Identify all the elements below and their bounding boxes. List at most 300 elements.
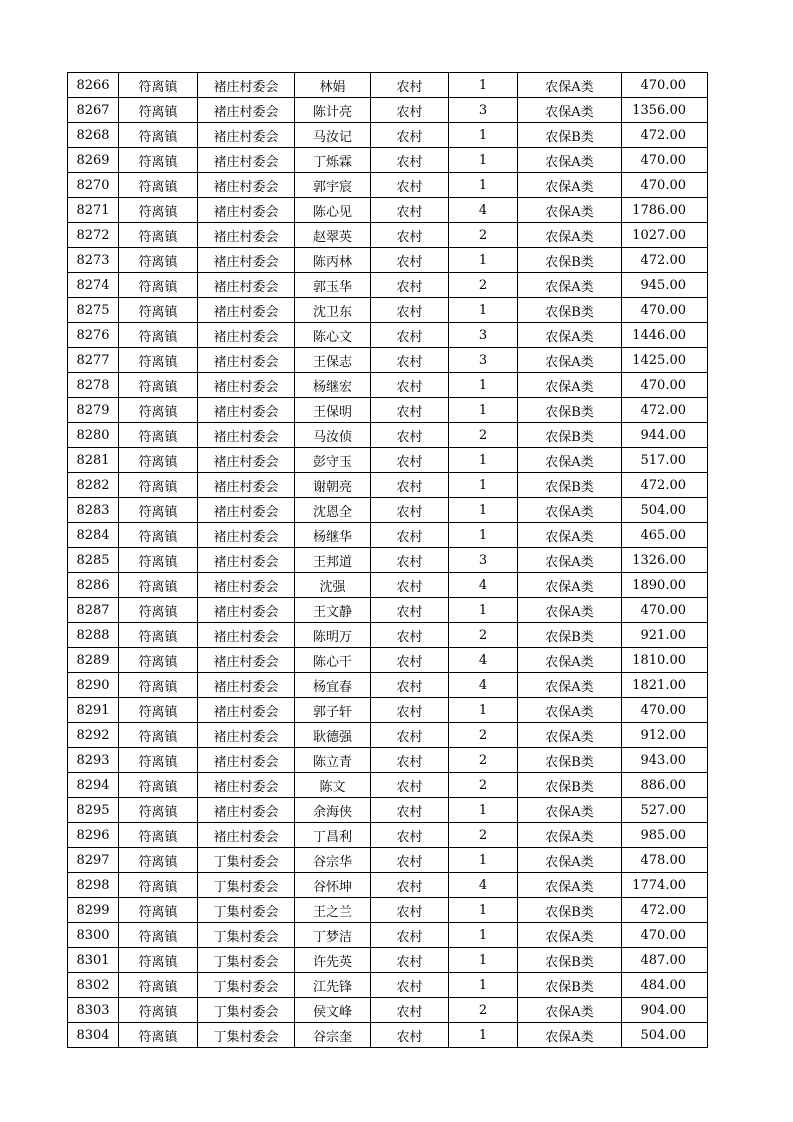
person-name-cell: 陈立青	[295, 748, 371, 773]
town-cell: 符离镇	[119, 198, 198, 223]
table-row	[68, 973, 708, 998]
residence-type-cell: 农村	[371, 198, 449, 223]
row-number-cell: 8301	[68, 948, 119, 973]
household-size-cell: 4	[449, 573, 518, 598]
residence-type-cell: 农村	[371, 423, 449, 448]
household-size-cell: 1	[449, 298, 518, 323]
household-size-cell: 1	[449, 448, 518, 473]
residence-type-cell: 农村	[371, 898, 449, 923]
town-cell: 符离镇	[119, 173, 198, 198]
amount-cell: 912.00	[622, 723, 708, 748]
residence-type-cell: 农村	[371, 948, 449, 973]
household-size-cell: 1	[449, 798, 518, 823]
amount-cell: 504.00	[622, 498, 708, 523]
table-row	[68, 323, 708, 348]
table-row	[68, 348, 708, 373]
person-name-cell: 耿德强	[295, 723, 371, 748]
town-cell: 符离镇	[119, 873, 198, 898]
row-number-cell: 8294	[68, 773, 119, 798]
person-name-cell: 王保志	[295, 348, 371, 373]
insurance-category-cell: 农保B类	[518, 423, 622, 448]
amount-cell: 472.00	[622, 473, 708, 498]
residence-type-cell: 农村	[371, 548, 449, 573]
town-cell: 符离镇	[119, 698, 198, 723]
household-size-cell: 3	[449, 548, 518, 573]
person-name-cell: 杨继华	[295, 523, 371, 548]
insurance-category-cell: 农保A类	[518, 498, 622, 523]
table-row	[68, 673, 708, 698]
residence-type-cell: 农村	[371, 98, 449, 123]
row-number-cell: 8291	[68, 698, 119, 723]
person-name-cell: 江先锋	[295, 973, 371, 998]
village-committee-cell: 褚庄村委会	[198, 698, 295, 723]
table-row	[68, 398, 708, 423]
row-number-cell: 8279	[68, 398, 119, 423]
person-name-cell: 赵翠英	[295, 223, 371, 248]
residence-type-cell: 农村	[371, 373, 449, 398]
amount-cell: 478.00	[622, 848, 708, 873]
town-cell: 符离镇	[119, 223, 198, 248]
table-row	[68, 573, 708, 598]
row-number-cell: 8299	[68, 898, 119, 923]
insurance-category-cell: 农保A类	[518, 823, 622, 848]
village-committee-cell: 褚庄村委会	[198, 123, 295, 148]
insurance-category-cell: 农保B类	[518, 473, 622, 498]
amount-cell: 1446.00	[622, 323, 708, 348]
amount-cell: 472.00	[622, 248, 708, 273]
residence-type-cell: 农村	[371, 573, 449, 598]
row-number-cell: 8285	[68, 548, 119, 573]
household-size-cell: 1	[449, 923, 518, 948]
amount-cell: 1774.00	[622, 873, 708, 898]
amount-cell: 470.00	[622, 373, 708, 398]
household-size-cell: 2	[449, 823, 518, 848]
household-size-cell: 2	[449, 998, 518, 1023]
town-cell: 符离镇	[119, 898, 198, 923]
person-name-cell: 陈心文	[295, 323, 371, 348]
town-cell: 符离镇	[119, 973, 198, 998]
table-row	[68, 773, 708, 798]
row-number-cell: 8275	[68, 298, 119, 323]
table-row	[68, 123, 708, 148]
row-number-cell: 8284	[68, 523, 119, 548]
village-committee-cell: 丁集村委会	[198, 998, 295, 1023]
residence-type-cell: 农村	[371, 523, 449, 548]
table-row	[68, 823, 708, 848]
person-name-cell: 丁烁霖	[295, 148, 371, 173]
residence-type-cell: 农村	[371, 498, 449, 523]
town-cell: 符离镇	[119, 273, 198, 298]
amount-cell: 1810.00	[622, 648, 708, 673]
person-name-cell: 丁昌利	[295, 823, 371, 848]
household-size-cell: 4	[449, 648, 518, 673]
insurance-category-cell: 农保A类	[518, 73, 622, 98]
residence-type-cell: 农村	[371, 923, 449, 948]
insurance-category-cell: 农保A类	[518, 798, 622, 823]
household-size-cell: 1	[449, 73, 518, 98]
household-size-cell: 2	[449, 773, 518, 798]
row-number-cell: 8281	[68, 448, 119, 473]
residence-type-cell: 农村	[371, 973, 449, 998]
village-committee-cell: 丁集村委会	[198, 948, 295, 973]
row-number-cell: 8286	[68, 573, 119, 598]
person-name-cell: 谷宗奎	[295, 1023, 371, 1048]
row-number-cell: 8266	[68, 73, 119, 98]
table-row	[68, 148, 708, 173]
residence-type-cell: 农村	[371, 398, 449, 423]
person-name-cell: 王保明	[295, 398, 371, 423]
household-size-cell: 1	[449, 398, 518, 423]
village-committee-cell: 褚庄村委会	[198, 398, 295, 423]
row-number-cell: 8302	[68, 973, 119, 998]
household-size-cell: 1	[449, 948, 518, 973]
person-name-cell: 林娟	[295, 73, 371, 98]
amount-cell: 465.00	[622, 523, 708, 548]
village-committee-cell: 褚庄村委会	[198, 248, 295, 273]
table-row	[68, 248, 708, 273]
table-row	[68, 923, 708, 948]
insurance-category-cell: 农保A类	[518, 348, 622, 373]
person-name-cell: 郭子轩	[295, 698, 371, 723]
insurance-category-cell: 农保A类	[518, 848, 622, 873]
table-row	[68, 998, 708, 1023]
amount-cell: 1890.00	[622, 573, 708, 598]
village-committee-cell: 褚庄村委会	[198, 373, 295, 398]
row-number-cell: 8272	[68, 223, 119, 248]
village-committee-cell: 褚庄村委会	[198, 148, 295, 173]
amount-cell: 470.00	[622, 598, 708, 623]
amount-cell: 904.00	[622, 998, 708, 1023]
residence-type-cell: 农村	[371, 298, 449, 323]
town-cell: 符离镇	[119, 623, 198, 648]
village-committee-cell: 褚庄村委会	[198, 673, 295, 698]
village-committee-cell: 丁集村委会	[198, 973, 295, 998]
household-size-cell: 2	[449, 623, 518, 648]
town-cell: 符离镇	[119, 673, 198, 698]
table-row	[68, 548, 708, 573]
insurance-category-cell: 农保A类	[518, 98, 622, 123]
person-name-cell: 沈恩全	[295, 498, 371, 523]
village-committee-cell: 褚庄村委会	[198, 448, 295, 473]
person-name-cell: 陈心见	[295, 198, 371, 223]
person-name-cell: 王文静	[295, 598, 371, 623]
insurance-category-cell: 农保A类	[518, 548, 622, 573]
village-committee-cell: 褚庄村委会	[198, 323, 295, 348]
residence-type-cell: 农村	[371, 1023, 449, 1048]
town-cell: 符离镇	[119, 573, 198, 598]
town-cell: 符离镇	[119, 998, 198, 1023]
row-number-cell: 8269	[68, 148, 119, 173]
village-committee-cell: 褚庄村委会	[198, 798, 295, 823]
amount-cell: 985.00	[622, 823, 708, 848]
village-committee-cell: 褚庄村委会	[198, 423, 295, 448]
household-size-cell: 1	[449, 498, 518, 523]
town-cell: 符离镇	[119, 948, 198, 973]
person-name-cell: 杨宜春	[295, 673, 371, 698]
row-number-cell: 8293	[68, 748, 119, 773]
village-committee-cell: 褚庄村委会	[198, 748, 295, 773]
row-number-cell: 8292	[68, 723, 119, 748]
residence-type-cell: 农村	[371, 723, 449, 748]
residence-type-cell: 农村	[371, 598, 449, 623]
row-number-cell: 8268	[68, 123, 119, 148]
residence-type-cell: 农村	[371, 273, 449, 298]
household-size-cell: 1	[449, 373, 518, 398]
person-name-cell: 彭守玉	[295, 448, 371, 473]
town-cell: 符离镇	[119, 298, 198, 323]
insurance-category-cell: 农保B类	[518, 948, 622, 973]
person-name-cell: 郭宇宸	[295, 173, 371, 198]
row-number-cell: 8298	[68, 873, 119, 898]
residence-type-cell: 农村	[371, 648, 449, 673]
residence-type-cell: 农村	[371, 448, 449, 473]
amount-cell: 470.00	[622, 73, 708, 98]
amount-cell: 945.00	[622, 273, 708, 298]
amount-cell: 472.00	[622, 398, 708, 423]
household-size-cell: 4	[449, 673, 518, 698]
residence-type-cell: 农村	[371, 123, 449, 148]
insurance-category-cell: 农保B类	[518, 248, 622, 273]
town-cell: 符离镇	[119, 73, 198, 98]
person-name-cell: 余海侠	[295, 798, 371, 823]
table-row	[68, 498, 708, 523]
insurance-category-cell: 农保B类	[518, 398, 622, 423]
household-size-cell: 1	[449, 148, 518, 173]
table-row	[68, 523, 708, 548]
insurance-category-cell: 农保A类	[518, 648, 622, 673]
insurance-category-cell: 农保A类	[518, 198, 622, 223]
amount-cell: 470.00	[622, 173, 708, 198]
town-cell: 符离镇	[119, 773, 198, 798]
household-size-cell: 1	[449, 1023, 518, 1048]
row-number-cell: 8300	[68, 923, 119, 948]
residence-type-cell: 农村	[371, 223, 449, 248]
residence-type-cell: 农村	[371, 173, 449, 198]
amount-cell: 504.00	[622, 1023, 708, 1048]
table-row	[68, 473, 708, 498]
insurance-category-cell: 农保A类	[518, 173, 622, 198]
village-committee-cell: 褚庄村委会	[198, 173, 295, 198]
household-size-cell: 2	[449, 748, 518, 773]
row-number-cell: 8273	[68, 248, 119, 273]
amount-cell: 527.00	[622, 798, 708, 823]
table-row	[68, 648, 708, 673]
residence-type-cell: 农村	[371, 248, 449, 273]
town-cell: 符离镇	[119, 398, 198, 423]
amount-cell: 470.00	[622, 148, 708, 173]
town-cell: 符离镇	[119, 448, 198, 473]
village-committee-cell: 褚庄村委会	[198, 773, 295, 798]
town-cell: 符离镇	[119, 798, 198, 823]
household-size-cell: 1	[449, 123, 518, 148]
village-committee-cell: 褚庄村委会	[198, 73, 295, 98]
village-committee-cell: 褚庄村委会	[198, 598, 295, 623]
table-row	[68, 698, 708, 723]
row-number-cell: 8296	[68, 823, 119, 848]
amount-cell: 886.00	[622, 773, 708, 798]
table-row	[68, 173, 708, 198]
amount-cell: 1786.00	[622, 198, 708, 223]
person-name-cell: 郭玉华	[295, 273, 371, 298]
town-cell: 符离镇	[119, 548, 198, 573]
row-number-cell: 8289	[68, 648, 119, 673]
village-committee-cell: 褚庄村委会	[198, 548, 295, 573]
village-committee-cell: 褚庄村委会	[198, 523, 295, 548]
town-cell: 符离镇	[119, 323, 198, 348]
person-name-cell: 侯文峰	[295, 998, 371, 1023]
residence-type-cell: 农村	[371, 698, 449, 723]
row-number-cell: 8270	[68, 173, 119, 198]
town-cell: 符离镇	[119, 723, 198, 748]
household-size-cell: 1	[449, 698, 518, 723]
residence-type-cell: 农村	[371, 748, 449, 773]
amount-cell: 470.00	[622, 923, 708, 948]
village-committee-cell: 丁集村委会	[198, 873, 295, 898]
table-row	[68, 223, 708, 248]
household-size-cell: 3	[449, 348, 518, 373]
insurance-category-cell: 农保A类	[518, 598, 622, 623]
insurance-category-cell: 农保A类	[518, 723, 622, 748]
person-name-cell: 许先英	[295, 948, 371, 973]
household-size-cell: 1	[449, 898, 518, 923]
town-cell: 符离镇	[119, 748, 198, 773]
town-cell: 符离镇	[119, 98, 198, 123]
row-number-cell: 8277	[68, 348, 119, 373]
insurance-category-cell: 农保A类	[518, 223, 622, 248]
household-size-cell: 2	[449, 223, 518, 248]
person-name-cell: 丁梦洁	[295, 923, 371, 948]
household-size-cell: 2	[449, 723, 518, 748]
insurance-category-cell: 农保A类	[518, 148, 622, 173]
town-cell: 符离镇	[119, 598, 198, 623]
row-number-cell: 8274	[68, 273, 119, 298]
insurance-category-cell: 农保A类	[518, 673, 622, 698]
village-committee-cell: 褚庄村委会	[198, 648, 295, 673]
amount-cell: 472.00	[622, 123, 708, 148]
insurance-category-cell: 农保B类	[518, 973, 622, 998]
table-row	[68, 198, 708, 223]
person-name-cell: 谢朝亮	[295, 473, 371, 498]
row-number-cell: 8271	[68, 198, 119, 223]
amount-cell: 1821.00	[622, 673, 708, 698]
household-size-cell: 4	[449, 198, 518, 223]
town-cell: 符离镇	[119, 148, 198, 173]
row-number-cell: 8303	[68, 998, 119, 1023]
table-row	[68, 798, 708, 823]
town-cell: 符离镇	[119, 123, 198, 148]
household-size-cell: 3	[449, 98, 518, 123]
residence-type-cell: 农村	[371, 673, 449, 698]
village-committee-cell: 丁集村委会	[198, 848, 295, 873]
town-cell: 符离镇	[119, 648, 198, 673]
table-row	[68, 298, 708, 323]
household-size-cell: 4	[449, 873, 518, 898]
village-committee-cell: 褚庄村委会	[198, 498, 295, 523]
insurance-category-cell: 农保B类	[518, 123, 622, 148]
insurance-category-cell: 农保A类	[518, 998, 622, 1023]
household-size-cell: 1	[449, 973, 518, 998]
insurance-category-cell: 农保A类	[518, 1023, 622, 1048]
town-cell: 符离镇	[119, 423, 198, 448]
table-row	[68, 423, 708, 448]
row-number-cell: 8280	[68, 423, 119, 448]
person-name-cell: 沈卫东	[295, 298, 371, 323]
residence-type-cell: 农村	[371, 848, 449, 873]
village-committee-cell: 褚庄村委会	[198, 823, 295, 848]
insurance-category-cell: 农保A类	[518, 698, 622, 723]
town-cell: 符离镇	[119, 523, 198, 548]
household-size-cell: 1	[449, 523, 518, 548]
insurance-category-cell: 农保B类	[518, 748, 622, 773]
row-number-cell: 8283	[68, 498, 119, 523]
row-number-cell: 8276	[68, 323, 119, 348]
household-size-cell: 1	[449, 173, 518, 198]
insurance-category-cell: 农保A类	[518, 273, 622, 298]
person-name-cell: 谷宗华	[295, 848, 371, 873]
person-name-cell: 马汝侦	[295, 423, 371, 448]
person-name-cell: 王邦道	[295, 548, 371, 573]
row-number-cell: 8295	[68, 798, 119, 823]
table-row	[68, 748, 708, 773]
table-row	[68, 73, 708, 98]
row-number-cell: 8287	[68, 598, 119, 623]
amount-cell: 472.00	[622, 898, 708, 923]
row-number-cell: 8297	[68, 848, 119, 873]
village-committee-cell: 褚庄村委会	[198, 273, 295, 298]
person-name-cell: 杨继宏	[295, 373, 371, 398]
village-committee-cell: 丁集村委会	[198, 1023, 295, 1048]
town-cell: 符离镇	[119, 1023, 198, 1048]
town-cell: 符离镇	[119, 823, 198, 848]
insurance-category-cell: 农保A类	[518, 448, 622, 473]
insurance-category-cell: 农保B类	[518, 898, 622, 923]
household-size-cell: 1	[449, 598, 518, 623]
table-row	[68, 98, 708, 123]
household-size-cell: 1	[449, 473, 518, 498]
table-row	[68, 873, 708, 898]
person-name-cell: 马汝记	[295, 123, 371, 148]
table-row	[68, 848, 708, 873]
insurance-category-cell: 农保B类	[518, 773, 622, 798]
amount-cell: 921.00	[622, 623, 708, 648]
amount-cell: 1425.00	[622, 348, 708, 373]
person-name-cell: 陈心干	[295, 648, 371, 673]
insurance-category-cell: 农保B类	[518, 623, 622, 648]
row-number-cell: 8267	[68, 98, 119, 123]
insurance-category-cell: 农保B类	[518, 298, 622, 323]
residence-type-cell: 农村	[371, 798, 449, 823]
amount-cell: 944.00	[622, 423, 708, 448]
insurance-category-cell: 农保A类	[518, 523, 622, 548]
table-body	[68, 73, 708, 1048]
residence-type-cell: 农村	[371, 998, 449, 1023]
village-committee-cell: 丁集村委会	[198, 923, 295, 948]
household-size-cell: 2	[449, 423, 518, 448]
person-name-cell: 陈文	[295, 773, 371, 798]
town-cell: 符离镇	[119, 348, 198, 373]
insurance-category-cell: 农保A类	[518, 573, 622, 598]
person-name-cell: 陈计亮	[295, 98, 371, 123]
table-row	[68, 273, 708, 298]
person-name-cell: 沈强	[295, 573, 371, 598]
town-cell: 符离镇	[119, 923, 198, 948]
insurance-category-cell: 农保A类	[518, 323, 622, 348]
household-size-cell: 3	[449, 323, 518, 348]
amount-cell: 484.00	[622, 973, 708, 998]
person-name-cell: 陈明万	[295, 623, 371, 648]
row-number-cell: 8288	[68, 623, 119, 648]
person-name-cell: 谷怀坤	[295, 873, 371, 898]
